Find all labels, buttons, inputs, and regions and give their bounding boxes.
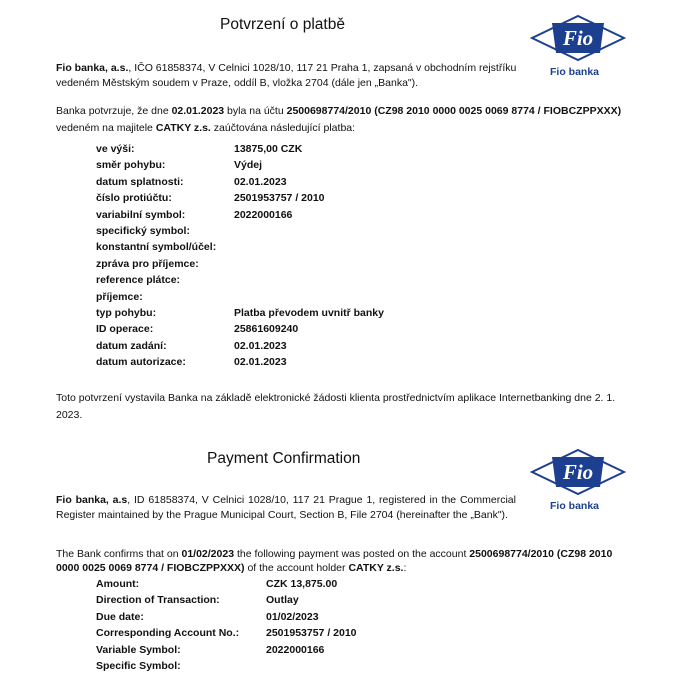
detail-value: 13875,00 CZK	[234, 143, 303, 155]
detail-value: 2501953757 / 2010	[234, 192, 325, 205]
logo-word: Fio	[562, 26, 594, 50]
detail-label: specifický symbol:	[96, 224, 190, 237]
logo-word: Fio	[562, 460, 594, 484]
detail-label: datum splatnosti:	[96, 175, 184, 188]
confirm-text-4: zaúčtována následující platba:	[210, 122, 356, 134]
detail-value: 2501953757 / 2010	[266, 627, 357, 640]
intro-paragraph	[56, 61, 526, 90]
detail-label: Amount:	[96, 578, 140, 590]
detail-label: datum autorizace:	[96, 356, 186, 369]
confirm-text-1: The Bank confirms that on	[56, 548, 182, 560]
detail-label: Corresponding Account No.:	[96, 627, 240, 640]
confirm-text-4: :	[403, 561, 407, 574]
detail-value: 25861609240	[234, 323, 299, 336]
confirm-text-2: the following payment was posted on the account	[234, 548, 470, 560]
detail-label: příjemce:	[96, 290, 143, 303]
confirm-account: 2500698774/2010 (CZ98 2010 0000 0025 0069 8774 / FIOBCZPPXXX)	[286, 105, 622, 117]
fio-banka-logo	[530, 14, 626, 78]
english-section	[0, 440, 680, 680]
confirm-text-1: Banka potvrzuje, že dne	[56, 105, 172, 117]
confirm-text-2: byla na účtu	[224, 105, 287, 117]
confirm-paragraph	[56, 103, 626, 137]
detail-value: Platba převodem uvnitř banky	[234, 306, 384, 319]
detail-value: 01/02/2023	[266, 610, 319, 623]
page-title-en: Payment Confirmation	[207, 450, 361, 467]
confirm-account: 2500698774/2010 (CZ98 2010 0000 0025 0069 8774 / FIOBCZPPXXX)	[56, 548, 613, 574]
footer-paragraph: Toto potvrzení vystavila Banka na základě elektronické žádosti klienta prostřednictvím aplikace Internetbanking dne 2. 1. 2023.	[56, 392, 616, 421]
intro-text: , ID 61858374, V Celnici 1028/10, 117 21 Prague 1, registered in the Commercial Register maintained by the Prague Municipal Court, Section B, File 2704 (hereinafter the „Bank").	[56, 494, 516, 521]
page-title: Potvrzení o platbě	[220, 16, 345, 33]
intro-text: , IČO 61858374, V Celnici 1028/10, 117 21 Praha 1, zapsaná v obchodním rejstříku vedeném Městským soudem v Praze, oddíl B, vložka 2704 (dále jen „Banka").	[56, 62, 517, 89]
detail-label: reference plátce:	[96, 274, 181, 287]
detail-value: 02.01.2023	[234, 339, 287, 352]
confirm-date: 02.01.2023	[171, 105, 225, 117]
detail-label: Variable Symbol:	[96, 643, 181, 656]
detail-label: směr pohybu:	[96, 159, 166, 172]
detail-value: 2022000166	[234, 208, 293, 221]
detail-value: Outlay	[266, 594, 299, 607]
confirm-date: 01/02/2023	[181, 548, 235, 560]
detail-value: CZK 13,875.00	[266, 578, 338, 590]
detail-label: Direction of Transaction:	[96, 594, 220, 607]
detail-label: typ pohybu:	[96, 306, 157, 319]
detail-label: konstantní symbol/účel:	[96, 241, 217, 254]
confirm-text-3: vedeném na majitele	[56, 122, 156, 134]
fio-logo-icon	[530, 14, 626, 66]
detail-value: Výdej	[234, 159, 263, 172]
fio-logo-icon	[530, 448, 626, 500]
logo-label: Fio banka	[550, 66, 600, 78]
detail-label: zpráva pro příjemce:	[96, 257, 199, 270]
detail-value: 2022000166	[266, 643, 325, 656]
logo-label: Fio banka	[550, 500, 600, 512]
detail-label: Specific Symbol:	[96, 659, 181, 672]
detail-label: datum zadání:	[96, 339, 167, 352]
confirm-owner: CATKY z.s.	[155, 122, 211, 134]
detail-label: ve výši:	[96, 143, 135, 155]
confirm-owner: CATKY z.s.	[348, 561, 404, 574]
confirm-text-3: of the account holder	[244, 561, 349, 574]
confirm-paragraph-en	[56, 548, 616, 575]
detail-value: 02.01.2023	[234, 175, 287, 188]
intro-paragraph-en	[56, 493, 516, 522]
detail-label: variabilní symbol:	[96, 208, 186, 221]
detail-value: 02.01.2023	[234, 356, 287, 369]
fio-banka-logo-en	[530, 448, 626, 512]
bank-name: Fio banka, a.s.	[56, 62, 129, 74]
detail-label: číslo protiúčtu:	[96, 192, 172, 205]
bank-name: Fio banka, a.s	[56, 494, 128, 506]
detail-label: ID operace:	[96, 323, 154, 336]
detail-label: Due date:	[96, 610, 144, 623]
